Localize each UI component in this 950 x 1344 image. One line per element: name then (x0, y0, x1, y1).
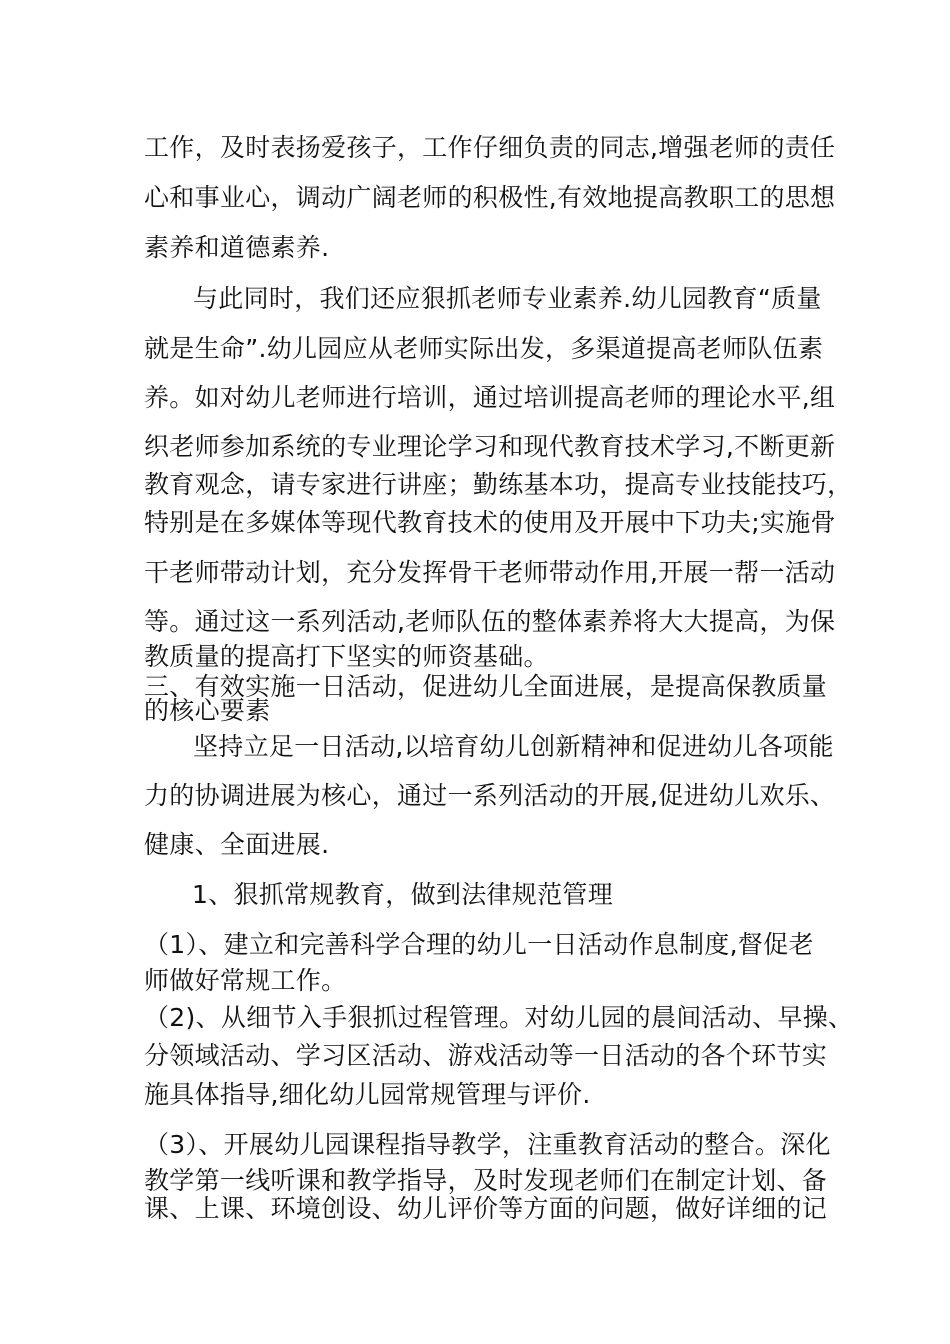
text-line: 织老师参加系统的专业理论学习和现代教育技术学习,不断更新 (144, 432, 836, 461)
list-item: （3）、开展幼儿园课程指导教学，注重教育活动的整合。深化 (144, 1130, 831, 1159)
text-line: 与此同时，我们还应狠抓老师专业素养.幼儿园教育“质量 (193, 284, 822, 313)
text-line: 力的协调进展为核心，通过一系列活动的开展,促进幼儿欢乐、 (144, 781, 836, 810)
text-line: 坚持立足一日活动,以培育幼儿创新精神和促进幼儿各项能 (193, 732, 834, 761)
list-item: （2)、从细节入手狠抓过程管理。对幼儿园的晨间活动、早操、 (144, 1003, 854, 1032)
text-line: 干老师带动计划，充分发挥骨干老师带动作用,开展一帮一活动 (144, 558, 836, 587)
list-item: 教学第一线听课和教学指导，及时发现老师们在制定计划、备 (144, 1166, 828, 1195)
section-heading: 三、有效实施一日活动，促进幼儿全面进展，是提高保教质量 (144, 672, 828, 701)
list-item: 师做好常规工作。 (144, 966, 347, 995)
text-line: 教育观念，请专家进行讲座；勤练基本功，提高专业技能技巧， (144, 470, 853, 499)
text-line: 素养和道德素养. (144, 233, 330, 262)
list-item: 施具体指导,细化幼儿园常规管理与评价. (144, 1080, 591, 1109)
text-line: 教质量的提高打下坚实的师资基础。 (144, 642, 549, 671)
text-line: 就是生命”.幼儿园应从老师实际出发，多渠道提高老师队伍素 (144, 334, 824, 363)
text-line: 工作，及时表扬爱孩子，工作仔细负责的同志,增强老师的责任 (144, 133, 836, 162)
list-item: （1）、建立和完善科学合理的幼儿一日活动作息制度,督促老 (144, 930, 814, 959)
text-line: 养。如对幼儿老师进行培训，通过培训提高老师的理论水平,组 (144, 383, 836, 412)
section-heading: 的核心要素 (144, 696, 271, 725)
list-item: 课、上课、环境创设、幼儿评价等方面的问题，做好详细的记 (144, 1194, 828, 1223)
text-line: 健康、全面进展. (144, 830, 330, 859)
list-item: 分领域活动、学习区活动、游戏活动等一日活动的各个环节实 (144, 1041, 828, 1070)
text-line: 特别是在多媒体等现代教育技术的使用及开展中下功夫;实施骨 (144, 508, 836, 537)
text-line: 等。通过这一系列活动,老师队伍的整体素养将大大提高，为保 (144, 607, 836, 636)
subsection-heading: 1、狠抓常规教育，做到法律规范管理 (192, 880, 614, 909)
text-line: 心和事业心，调动广阔老师的积极性,有效地提高教职工的思想 (144, 183, 836, 212)
